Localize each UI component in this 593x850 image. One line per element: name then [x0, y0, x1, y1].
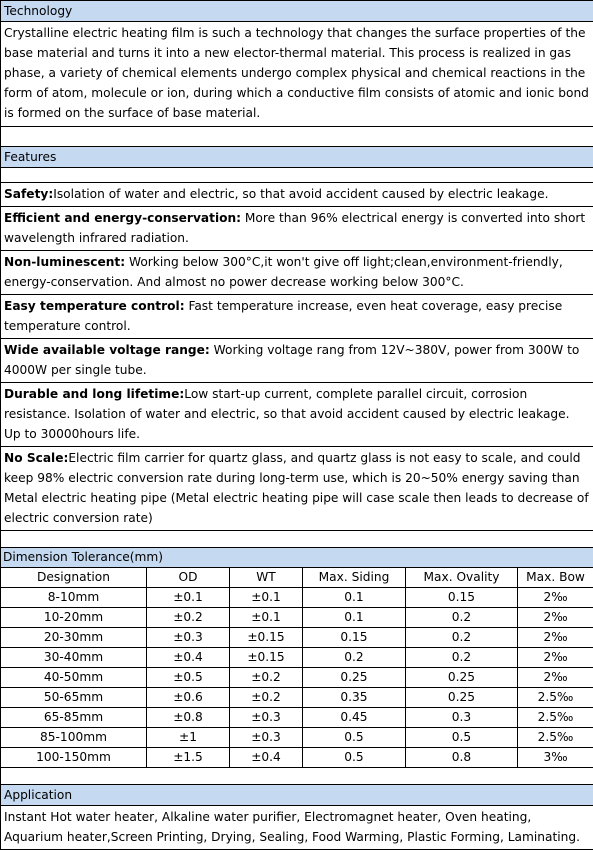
dimension-table — [0, 547, 593, 785]
table-cell: ±0.2 — [230, 668, 303, 688]
features-section — [0, 146, 593, 548]
table-cell: 2‰ — [518, 608, 593, 628]
column-header: Max. Bow — [518, 568, 593, 588]
feature-label: Safety: — [4, 187, 53, 201]
column-header: Max. Siding — [303, 568, 406, 588]
table-cell: 0.25 — [303, 668, 406, 688]
feature-text: Electric film carrier for quartz glass, and quartz glass is not easy to scale, and could keep 98% electric conversion rate during long-term use, which is 20~50% energy saving than Metal electric heating pipe (Metal electric heating pipe will case scale then leads to decrease of electric conversion rate) — [4, 451, 589, 525]
table-cell: 2‰ — [518, 588, 593, 608]
table-cell: 20-30mm — [1, 628, 147, 648]
spacer — [1, 531, 593, 548]
features-header: Features — [1, 147, 593, 168]
table-cell: ±0.6 — [147, 688, 230, 708]
table-cell: 0.35 — [303, 688, 406, 708]
table-row — [1, 608, 593, 628]
table-cell: 0.15 — [406, 588, 518, 608]
feature-text: Fast temperature increase, even heat coverage, easy precise temperature control. — [4, 299, 562, 333]
table-cell: 0.2 — [406, 628, 518, 648]
table-cell: 0.2 — [406, 608, 518, 628]
table-cell: 40-50mm — [1, 668, 147, 688]
feature-item — [1, 339, 593, 383]
table-cell: 10-20mm — [1, 608, 147, 628]
feature-item — [1, 183, 593, 207]
table-row — [1, 708, 593, 728]
technology-section — [0, 0, 593, 147]
table-cell: 0.5 — [303, 728, 406, 748]
column-header: OD — [147, 568, 230, 588]
table-cell: 30-40mm — [1, 648, 147, 668]
application-section — [0, 784, 593, 850]
table-cell: ±0.2 — [230, 688, 303, 708]
feature-text: Low start-up current, complete parallel circuit, corrosion resistance. Isolation of water and electric, so that avoid accident caused by electric leakage. Up to 30000hours life. — [4, 387, 570, 441]
feature-item — [1, 251, 593, 295]
feature-label: Wide available voltage range: — [4, 343, 210, 357]
table-cell: ±0.8 — [147, 708, 230, 728]
table-cell: 2‰ — [518, 668, 593, 688]
table-cell: 2.5‰ — [518, 708, 593, 728]
table-cell: 0.25 — [406, 688, 518, 708]
table-cell: 0.1 — [303, 608, 406, 628]
table-cell: 8-10mm — [1, 588, 147, 608]
table-cell: ±0.1 — [230, 588, 303, 608]
table-row — [1, 648, 593, 668]
dimension-rows — [1, 588, 593, 768]
table-cell: 0.25 — [406, 668, 518, 688]
column-header: Designation — [1, 568, 147, 588]
dimension-column-headers — [1, 568, 593, 588]
table-cell: 0.45 — [303, 708, 406, 728]
column-header: Max. Ovality — [406, 568, 518, 588]
table-cell: 2‰ — [518, 648, 593, 668]
table-row — [1, 628, 593, 648]
table-cell: 0.5 — [406, 728, 518, 748]
table-row — [1, 688, 593, 708]
table-cell: 65-85mm — [1, 708, 147, 728]
table-cell: ±0.5 — [147, 668, 230, 688]
column-header: WT — [230, 568, 303, 588]
table-cell: ±0.3 — [230, 728, 303, 748]
table-cell: 0.15 — [303, 628, 406, 648]
dimension-header: Dimension Tolerance(mm) — [1, 548, 593, 568]
table-cell: 0.3 — [406, 708, 518, 728]
application-header: Application — [1, 785, 593, 806]
spacer — [1, 168, 593, 183]
table-cell: ±0.3 — [230, 708, 303, 728]
table-row — [1, 588, 593, 608]
table-row — [1, 748, 593, 768]
technology-header: Technology — [1, 1, 593, 22]
table-row — [1, 728, 593, 748]
table-cell: ±0.4 — [147, 648, 230, 668]
table-cell: ±1 — [147, 728, 230, 748]
feature-label: Efficient and energy-conservation: — [4, 211, 241, 225]
feature-item — [1, 383, 593, 447]
table-cell: 100-150mm — [1, 748, 147, 768]
table-cell: ±0.15 — [230, 628, 303, 648]
table-cell: ±0.2 — [147, 608, 230, 628]
table-cell: 50-65mm — [1, 688, 147, 708]
table-cell: ±0.3 — [147, 628, 230, 648]
table-cell: 0.1 — [303, 588, 406, 608]
feature-label: No Scale: — [4, 451, 68, 465]
feature-item — [1, 207, 593, 251]
feature-item — [1, 295, 593, 339]
table-cell: 3‰ — [518, 748, 593, 768]
technology-text: Crystalline electric heating film is such a technology that changes the surface properties of the base material and turns it into a new elector-thermal material. This process is realized in gas phase, a variety of chemical elements undergo complex physical and chemical reactions in the form of atom, molecule or ion, during which a conductive film consists of atomic and ionic bond is formed on the surface of base material. — [1, 22, 593, 127]
spacer — [1, 127, 593, 147]
table-cell: 85-100mm — [1, 728, 147, 748]
feature-text: More than 96% electrical energy is converted into short wavelength infrared radiation. — [4, 211, 585, 245]
table-cell: 2‰ — [518, 628, 593, 648]
feature-text: Working below 300°C,it won't give off light;clean,environment-friendly, energy-conservation. And almost no power decrease working below 300°C. — [4, 255, 563, 289]
table-cell: ±0.4 — [230, 748, 303, 768]
spacer — [1, 768, 593, 785]
table-cell: 0.2 — [303, 648, 406, 668]
table-cell: 0.8 — [406, 748, 518, 768]
feature-label: Easy temperature control: — [4, 299, 185, 313]
table-cell: ±1.5 — [147, 748, 230, 768]
table-cell: 2.5‰ — [518, 688, 593, 708]
table-row — [1, 668, 593, 688]
table-cell: 0.2 — [406, 648, 518, 668]
feature-text: Working voltage rang from 12V~380V, power from 300W to 4000W per single tube. — [4, 343, 579, 377]
table-cell: 2.5‰ — [518, 728, 593, 748]
application-text: Instant Hot water heater, Alkaline water purifier, Electromagnet heater, Oven heating, Aquarium heater,Screen Printing, Drying, Sealing, Food Warming, Plastic Forming, Laminating. — [1, 806, 593, 850]
feature-label: Non-luminescent: — [4, 255, 125, 269]
table-cell: ±0.1 — [230, 608, 303, 628]
feature-text: Isolation of water and electric, so that avoid accident caused by electric leakage. — [53, 187, 548, 201]
table-cell: 0.5 — [303, 748, 406, 768]
table-cell: ±0.1 — [147, 588, 230, 608]
table-cell: ±0.15 — [230, 648, 303, 668]
feature-label: Durable and long lifetime: — [4, 387, 184, 401]
feature-item — [1, 447, 593, 531]
